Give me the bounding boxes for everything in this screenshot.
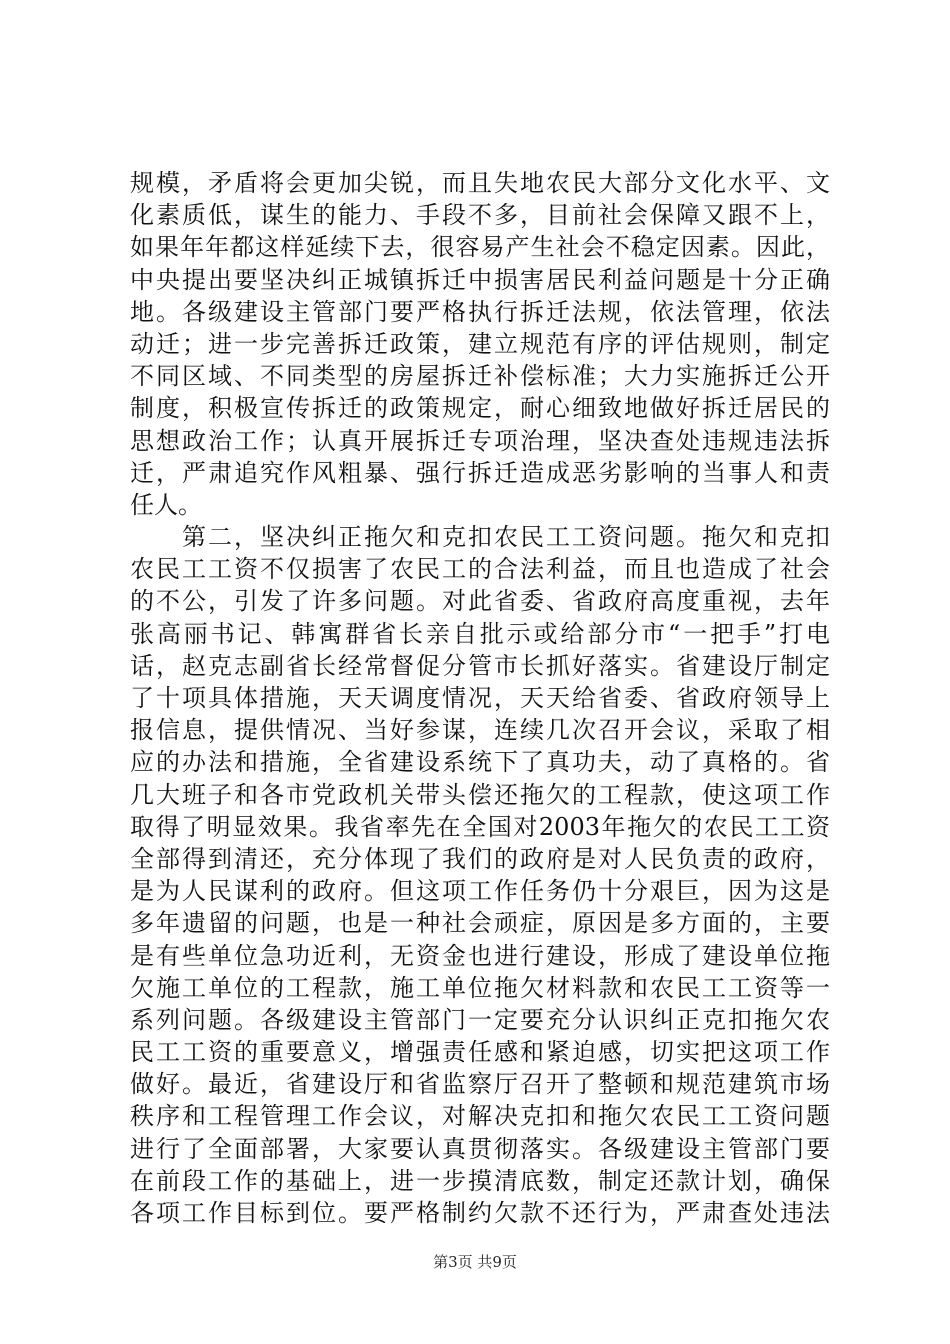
text-line: 化素质低，谋生的能力、手段不多，目前社会保障又跟不上，	[130, 201, 830, 230]
page-footer: 第3页 共9页	[433, 1253, 517, 1271]
text-line: 应的办法和措施，全省建设系统下了真功夫，动了真格的。省	[130, 748, 830, 777]
text-line: 动迁；进一步完善拆迁政策，建立规范有序的评估规则，制定	[130, 329, 830, 358]
text-line: 话，赵克志副省长经常督促分管市长抓好落实。省建设厅制定	[130, 651, 830, 680]
text-line: 任人。	[130, 490, 202, 519]
text-line: 规模，矛盾将会更加尖锐，而且失地农民大部分文化水平、文	[130, 169, 830, 197]
text-line: 全部得到清还，充分体现了我们的政府是对人民负责的政府，	[130, 844, 830, 873]
text-line: 是为人民谋利的政府。但这项工作任务仍十分艰巨，因为这是	[130, 877, 830, 906]
text-line: 报信息，提供情况、当好参谋，连续几次召开会议，采取了相	[130, 716, 830, 745]
text-line: 中央提出要坚决纠正城镇拆迁中损害居民利益问题是十分正确	[130, 265, 830, 294]
text-line: 张高丽书记、韩寓群省长亲自批示或给部分市“一把手”打电	[130, 619, 830, 648]
text-line: 迁，严肃追究作风粗暴、强行拆迁造成恶劣影响的当事人和责	[130, 458, 830, 487]
text-line: 进行了全面部署，大家要认真贯彻落实。各级建设主管部门要	[130, 1134, 830, 1163]
text-line: 如果年年都这样延续下去，很容易产生社会不稳定因素。因此，	[130, 233, 830, 262]
text-line: 民工工资的重要意义，增强责任感和紧迫感，切实把这项工作	[130, 1038, 830, 1067]
text-line: 各项工作目标到位。要严格制约欠款不还行为，严肃查处违法	[130, 1199, 830, 1227]
text-line: 做好。最近，省建设厅和省监察厅召开了整顿和规范建筑市场	[130, 1070, 830, 1099]
text-line: 第二，坚决纠正拖欠和克扣农民工工资问题。拖欠和克扣	[130, 523, 830, 552]
text-line: 了十项具体措施，天天调度情况，天天给省委、省政府领导上	[130, 684, 830, 712]
text-line: 取得了明显效果。我省率先在全国对2003年拖欠的农民工工资	[130, 812, 830, 841]
text-line: 是有些单位急功近利，无资金也进行建设，形成了建设单位拖	[130, 941, 830, 970]
text-line: 欠施工单位的工程款，施工单位拖欠材料款和农民工工资等一	[130, 973, 830, 1002]
text-line: 在前段工作的基础上，进一步摸清底数，制定还款计划，确保	[130, 1166, 830, 1195]
text-line: 地。各级建设主管部门要严格执行拆迁法规，依法管理，依法	[130, 297, 830, 326]
text-line: 秩序和工程管理工作会议，对解决克扣和拖欠农民工工资问题	[130, 1102, 830, 1131]
text-line: 农民工工资不仅损害了农民工的合法利益，而且也造成了社会	[130, 555, 830, 584]
body-text	[130, 167, 830, 1229]
text-line: 几大班子和各市党政机关带头偿还拖欠的工程款，使这项工作	[130, 780, 830, 809]
text-line: 不同区域、不同类型的房屋拆迁补偿标准；大力实施拆迁公开	[130, 362, 830, 391]
text-line: 多年遗留的问题，也是一种社会顽症，原因是多方面的，主要	[130, 909, 830, 938]
text-line: 思想政治工作；认真开展拆迁专项治理，坚决查处违规违法拆	[130, 426, 830, 455]
text-line: 的不公，引发了许多问题。对此省委、省政府高度重视，去年	[130, 587, 830, 616]
text-line: 系列问题。各级建设主管部门一定要充分认识纠正克扣拖欠农	[130, 1005, 830, 1034]
text-line: 制度，积极宣传拆迁的政策规定，耐心细致地做好拆迁居民的	[130, 394, 830, 423]
